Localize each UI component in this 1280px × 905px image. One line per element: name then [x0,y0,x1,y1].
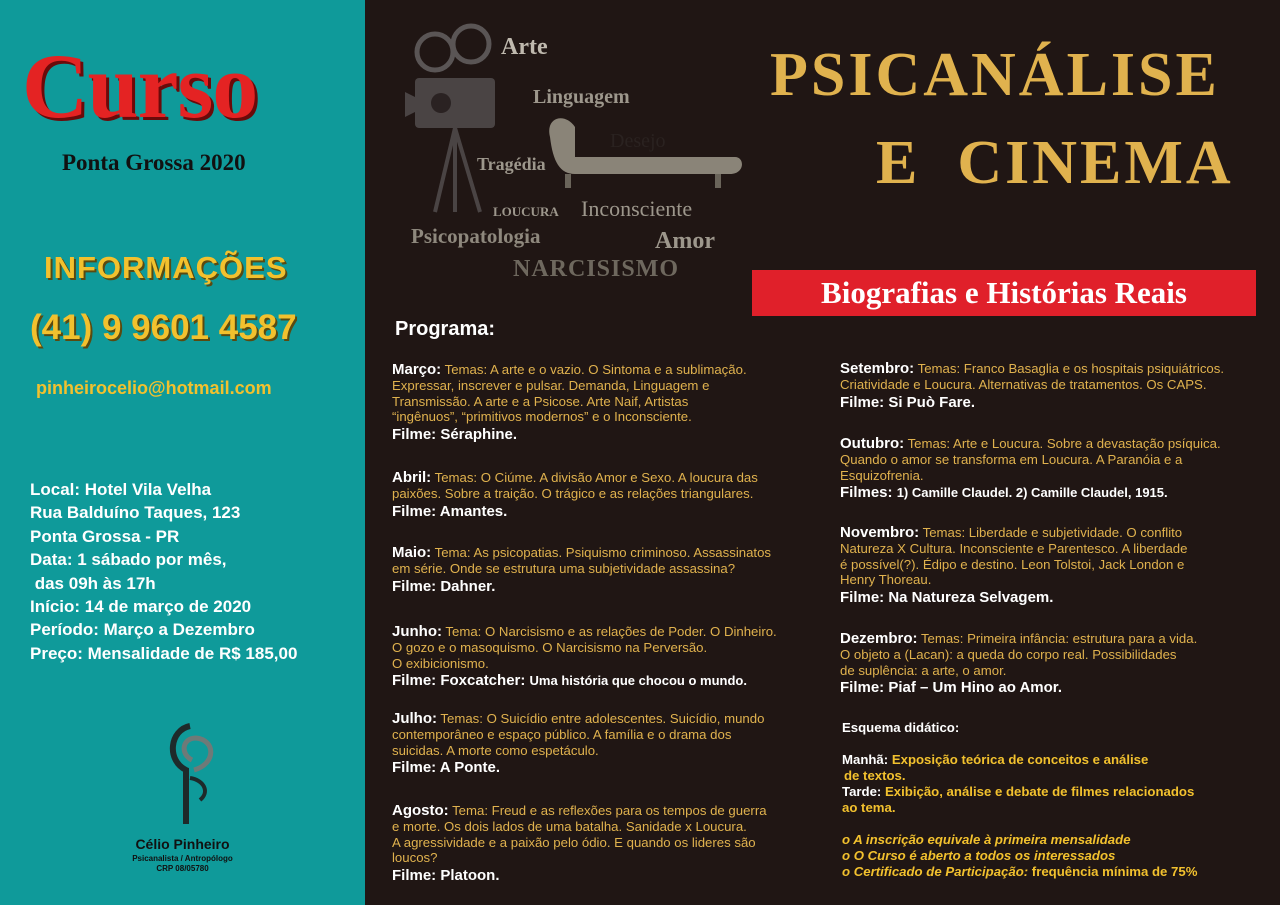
esquema-didatico [842,720,1197,880]
month-theme-line: O exibicionismo. [392,655,489,671]
film-title: Filme: Séraphine. [392,426,518,444]
film-title: Filme: Amantes. [392,502,508,520]
word-tragedia: Tragédia [477,154,546,174]
month-block [392,624,832,691]
month-film [840,678,1280,698]
month-film [392,502,822,522]
curso-heading: Curso [22,35,258,137]
month-film [392,577,822,597]
tarde-text: Exibição, análise e debate de filmes relacionados [881,784,1195,799]
month-theme-line [392,470,822,486]
month-theme-line: A agressividade e a paixão pelo ódio. E quando os lideres são [392,834,756,850]
month-film [840,483,1280,503]
month-theme-text: Temas: O Suicídio entre adolescentes. Suicídio, mundo [437,711,765,726]
detail-address: Rua Balduíno Taques, 123 [30,503,241,523]
film-subtitle: Uma história que chocou o mundo. [529,673,747,689]
detail-hours: das 09h às 17h [30,573,156,593]
month-theme-line [840,631,1280,647]
month-theme-text: Tema: O Narcisismo e as relações de Poder. O Dinheiro. [442,624,777,639]
month-block [392,711,822,778]
month-theme-line [392,362,822,378]
detail-local: Local: Hotel Vila Velha [30,480,212,499]
esquema-title: Esquema didático: [842,720,960,735]
word-arte: Arte [501,34,548,60]
film-title: Filmes: [840,484,897,502]
film-subtitle: 1) Camille Claudel. 2) Camille Claudel, 1915. [896,485,1168,501]
month-theme-line: paixões. Sobre a traição. O trágico e as relações triangulares. [392,485,754,501]
programa-heading: Programa: [395,318,496,340]
month-block [840,631,1280,698]
tarde-text-cont: ao tema. [842,800,896,815]
note-certificado [842,864,1197,880]
month-name: Junho: [392,623,442,640]
month-name: Setembro: [840,360,915,377]
month-name: Abril: [392,469,432,486]
manha-label: Manhã: [842,752,889,767]
month-block [392,545,822,597]
manha-text: Exposição teórica de conceitos e análise [888,752,1149,767]
word-collage [405,22,750,292]
month-theme-line: de suplência: a arte, o amor. [840,662,1007,678]
month-theme-text: Tema: As psicopatias. Psiquismo criminoso. Assassinatos [431,545,772,560]
month-theme-text: Tema: Freud e as reflexões para os tempos de guerra [448,803,767,818]
month-theme-line [840,436,1280,452]
left-panel [0,0,365,905]
month-block [392,362,822,445]
course-details [30,478,297,665]
film-title: Filme: Foxcatcher: [392,672,530,690]
month-theme-line: é possível(?). Édipo e destino. Leon Tolstoi, Jack London e [840,556,1185,572]
month-theme-line: loucos? [392,850,438,866]
title-line-2: E CINEMA [876,129,1234,197]
month-name: Maio: [392,544,432,561]
month-name: Novembro: [840,524,920,541]
month-film [392,758,822,778]
month-theme-line [392,803,822,819]
month-theme-line [392,624,832,640]
word-inconsciente: Inconsciente [581,196,693,221]
note-inscricao: o A inscrição equivale à primeira mensalidade [842,832,1131,847]
detail-period: Período: Março a Dezembro [30,620,255,640]
month-block [392,470,822,522]
month-theme-line [840,361,1280,377]
detail-start: Início: 14 de março de 2020 [30,597,252,617]
month-theme-text: Temas: Primeira infância: estrutura para a vida. [917,631,1198,646]
word-linguagem: Linguagem [533,86,630,108]
signature-role: Psicanalista / Antropólogo [132,854,233,863]
month-name: Dezembro: [840,630,918,647]
month-theme-text: Temas: Arte e Loucura. Sobre a devastação psíquica. [904,436,1221,451]
word-loucura: LOUCURA [493,204,559,219]
film-title: Filme: Dahner. [392,577,496,595]
cert-label: o Certificado de Participação: [842,864,1029,879]
title-line-1: PSICANÁLISE [770,41,1220,109]
word-amor: Amor [655,228,715,254]
info-heading: INFORMAÇÕES [44,250,288,285]
film-title: Filme: Na Natureza Selvagem. [840,589,1054,607]
month-theme-line [840,525,1280,541]
month-theme-line: suicidas. A morte como espetáculo. [392,742,599,758]
film-title: Filme: Piaf – Um Hino ao Amor. [840,679,1062,697]
month-theme-line: em série. Onde se estrutura uma subjetividade assassina? [392,560,736,576]
month-film [392,425,822,445]
month-theme-line: Esquizofrenia. [840,467,924,483]
word-psicopatologia: Psicopatologia [411,224,541,248]
month-film [392,866,822,886]
signature-crp: CRP 08/05780 [156,864,209,873]
esquema-manha [842,752,1197,768]
detail-city: Ponta Grossa - PR [30,526,180,546]
tarde-label: Tarde: [842,784,882,799]
detail-date: Data: 1 sábado por mês, [30,550,227,570]
phone-number[interactable]: (41) 9 9601 4587 [30,308,297,347]
film-title: Filme: Si Può Fare. [840,393,976,411]
signature-name: Célio Pinheiro [135,836,230,852]
month-theme-line: Expressar, inscrever e pulsar. Demanda, Linguagem e [392,377,710,393]
month-name: Agosto: [392,802,449,819]
manha-text-cont: de textos. [844,768,906,783]
detail-price: Preço: Mensalidade de R$ 185,00 [30,643,298,663]
signature-subtitle [0,854,365,874]
month-block [840,525,1280,608]
month-theme-line: O objeto a (Lacan): a queda do corpo real. Possibilidades [840,646,1177,662]
month-theme-line: “ingênuos”, “primitivos modernos” e o Inconsciente. [392,409,692,425]
month-theme-line: Transmissão. A arte e a Psicose. Arte Naif, Artistas [392,393,689,409]
month-film [392,671,832,691]
esquema-tarde [842,784,1197,800]
month-theme-line: contemporâneo e espaço público. A família e o drama dos [392,726,732,742]
city-year: Ponta Grossa 2020 [62,150,246,175]
month-theme-text: Temas: Liberdade e subjetividade. O conflito [919,525,1183,540]
month-name: Julho: [392,710,437,727]
film-title: Filme: Platoon. [392,867,500,885]
month-name: Outubro: [840,435,905,452]
note-aberto: o O Curso é aberto a todos os interessados [842,848,1116,863]
month-block [840,436,1280,503]
month-theme-line: Quando o amor se transforma em Loucura. A Paranóia e a [840,451,1183,467]
month-theme-line: O gozo e o masoquismo. O Narcisismo na Perversão. [392,639,708,655]
cert-text: frequência mínima de 75% [1028,864,1198,879]
month-theme-line [392,545,822,561]
month-theme-line: Natureza X Cultura. Inconsciente e Parentesco. A liberdade [840,540,1188,556]
month-block [840,361,1280,413]
word-desejo: Desejo [610,130,666,152]
month-theme-text: Temas: Franco Basaglia e os hospitais psiquiátricos. [914,361,1225,376]
month-film [840,393,1280,413]
month-theme-line: e morte. Os dois lados de uma batalha. Sanidade x Loucura. [392,818,747,834]
month-theme-line: Criatividade e Loucura. Alternativas de tratamentos. Os CAPS. [840,376,1207,392]
month-theme-line [392,711,822,727]
month-theme-line: Henry Thoreau. [840,572,932,588]
month-name: Março: [392,361,442,378]
word-narcisismo: NARCISISMO [513,256,680,282]
film-title: Filme: A Ponte. [392,759,501,777]
month-film [840,588,1280,608]
month-theme-text: Temas: A arte e o vazio. O Sintoma e a sublimação. [441,362,747,377]
month-block [392,803,822,886]
subtitle-banner: Biografias e Histórias Reais [752,270,1256,316]
month-theme-text: Temas: O Ciúme. A divisão Amor e Sexo. A loucura das [431,470,758,485]
email-link[interactable]: pinheirocelio@hotmail.com [36,378,272,398]
cp-logo-icon [160,720,224,830]
